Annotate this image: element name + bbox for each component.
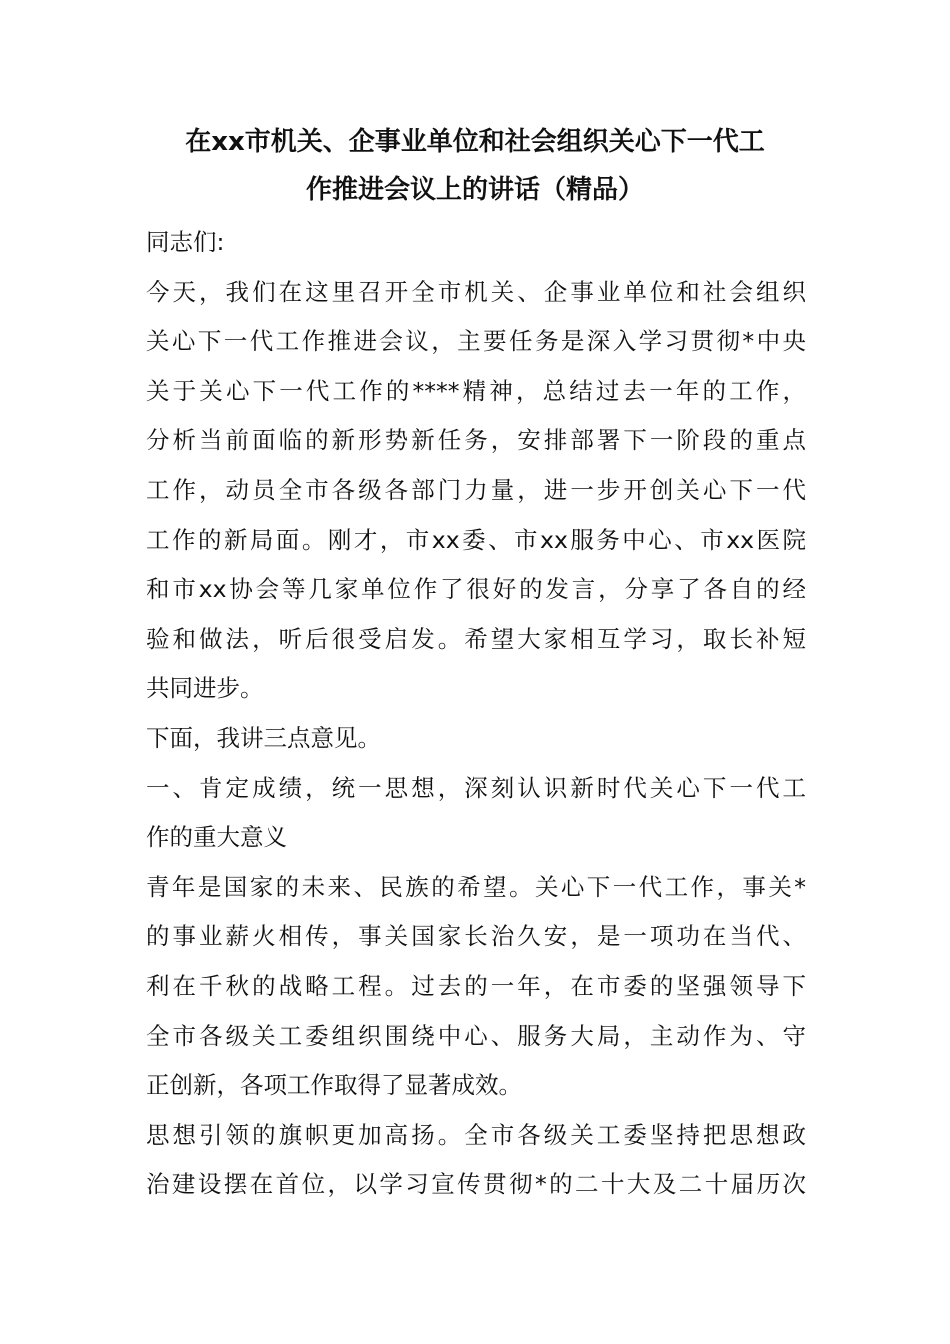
text-line: 今天，我们在这里召开全市机关、企事业单位和社会组织 bbox=[146, 277, 806, 306]
document-title bbox=[140, 118, 810, 214]
title-line-1: 在xx市机关、企事业单位和社会组织关心下一代工 bbox=[185, 127, 765, 157]
paragraph bbox=[146, 764, 806, 863]
text-line: 思想引领的旗帜更加高扬。全市各级关工委坚持把思想政 bbox=[146, 1120, 806, 1149]
paragraph bbox=[146, 1111, 806, 1210]
text-line: 青年是国家的未来、民族的希望。关心下一代工作，事关* bbox=[146, 872, 806, 901]
document-body bbox=[146, 218, 806, 1210]
paragraph bbox=[146, 714, 806, 764]
paragraph bbox=[146, 218, 806, 268]
title-line-2: 作推进会议上的讲话（精品） bbox=[305, 175, 644, 205]
text-line: 利在千秋的战略工程。过去的一年，在市委的坚强领导下 bbox=[146, 971, 806, 1000]
text-line: 关于关心下一代工作的****精神，总结过去一年的工作， bbox=[146, 376, 806, 405]
text-line: 下面，我讲三点意见。 bbox=[146, 723, 381, 752]
text-line: 工作的新局面。刚才，市xx委、市xx服务中心、市xx医院 bbox=[146, 525, 806, 554]
text-line: 一、肯定成绩，统一思想，深刻认识新时代关心下一代工 bbox=[146, 773, 806, 802]
text-line: 共同进步。 bbox=[146, 674, 264, 703]
text-line: 工作，动员全市各级各部门力量，进一步开创关心下一代 bbox=[146, 475, 806, 504]
text-line: 作的重大意义 bbox=[146, 823, 287, 852]
text-line: 正创新，各项工作取得了显著成效。 bbox=[146, 1071, 522, 1100]
paragraph bbox=[146, 863, 806, 1111]
text-line: 关心下一代工作推进会议，主要任务是深入学习贯彻*中央 bbox=[146, 327, 806, 356]
text-line: 和市xx协会等几家单位作了很好的发言，分享了各自的经 bbox=[146, 575, 806, 604]
text-line: 验和做法，听后很受启发。希望大家相互学习，取长补短 bbox=[146, 624, 806, 653]
text-line: 治建设摆在首位，以学习宣传贯彻*的二十大及二十届历次 bbox=[146, 1170, 806, 1199]
text-line: 全市各级关工委组织围绕中心、服务大局，主动作为、守 bbox=[146, 1021, 806, 1050]
text-line: 同志们: bbox=[146, 228, 225, 256]
text-line: 分析当前面临的新形势新任务，安排部署下一阶段的重点 bbox=[146, 426, 806, 455]
text-line: 的事业薪火相传，事关国家长治久安，是一项功在当代、 bbox=[146, 922, 806, 951]
paragraph bbox=[146, 268, 806, 714]
